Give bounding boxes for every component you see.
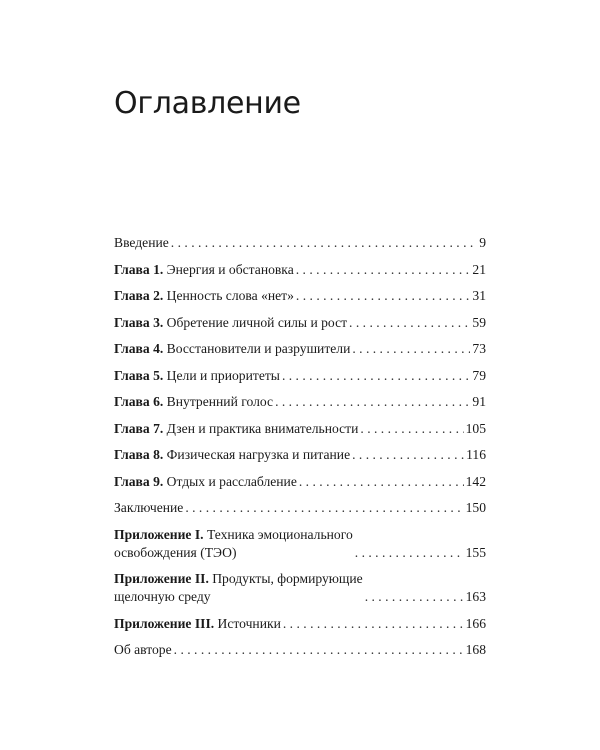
toc-entry-label: Глава 9. xyxy=(114,473,164,489)
toc-entry-text: Отдых и расслабление xyxy=(163,473,297,489)
toc-entry-text: Внутренний голос xyxy=(163,394,274,409)
toc-entry-conclusion xyxy=(114,499,486,517)
toc-entry-chapter-5 xyxy=(114,367,486,385)
toc-page-number: 116 xyxy=(466,447,486,462)
toc-leader-dots xyxy=(352,446,464,464)
toc-leader-dots xyxy=(185,499,463,517)
toc-entry-text: Дзен и практика внимательности xyxy=(163,420,359,436)
toc-entry-text: Энергия и обстановка xyxy=(163,261,294,277)
toc-leader-dots xyxy=(355,544,464,562)
toc-entry-text: Продукты, формирующие xyxy=(208,571,363,586)
toc-entry-text: Ценность слова «нет» xyxy=(163,288,294,303)
toc-entry-about-author xyxy=(114,641,486,659)
toc-page-number: 166 xyxy=(465,615,486,631)
table-of-contents xyxy=(114,234,486,668)
toc-page-number: 163 xyxy=(465,589,486,604)
toc-page-number: 142 xyxy=(465,473,486,489)
toc-page-number: 91 xyxy=(472,394,486,409)
toc-entry-label: Глава 7. xyxy=(114,420,164,436)
toc-page-number: 31 xyxy=(472,288,486,303)
toc-entry-label: Приложение I. xyxy=(114,526,204,542)
toc-page-number: 21 xyxy=(472,261,486,277)
toc-entry-text-continued: освобождения (ТЭО) xyxy=(114,544,237,560)
toc-entry-label: Глава 2. xyxy=(114,288,164,303)
toc-page-number: 105 xyxy=(465,420,486,436)
toc-entry-chapter-3 xyxy=(114,314,486,332)
toc-entry-chapter-7 xyxy=(114,420,486,438)
toc-entry-text: Об авторе xyxy=(114,642,172,657)
toc-leader-dots xyxy=(174,641,464,659)
toc-entry-text: Источники xyxy=(214,615,281,631)
toc-entry-label: Приложение II. xyxy=(114,571,209,586)
toc-page-number: 79 xyxy=(472,367,486,383)
toc-page-number: 59 xyxy=(472,314,486,330)
toc-entry-chapter-1 xyxy=(114,261,486,279)
toc-leader-dots xyxy=(275,393,470,411)
toc-page-number: 73 xyxy=(472,341,486,356)
toc-entry-label: Глава 1. xyxy=(114,261,164,277)
toc-entry-label: Глава 5. xyxy=(114,367,164,383)
toc-entry-text: Цели и приоритеты xyxy=(163,367,280,383)
toc-leader-dots xyxy=(352,340,470,358)
toc-entry-text: Физическая нагрузка и питание xyxy=(163,447,351,462)
toc-entry-text-continued: щелочную среду xyxy=(114,589,211,604)
toc-leader-dots xyxy=(296,261,471,279)
toc-entry-label: Глава 8. xyxy=(114,447,164,462)
toc-entry-chapter-8 xyxy=(114,446,486,464)
toc-entry-text: Обретение личной силы и рост xyxy=(163,314,348,330)
toc-entry-label: Приложение III. xyxy=(114,615,215,631)
toc-entry-text: Заключение xyxy=(114,500,184,515)
toc-entry-text: Техника эмоционального xyxy=(203,526,353,542)
toc-entry-chapter-6 xyxy=(114,393,486,411)
toc-entry-appendix-2 xyxy=(114,570,486,606)
toc-entry-chapter-4 xyxy=(114,340,486,358)
toc-leader-dots xyxy=(171,234,477,252)
toc-entry-chapter-2 xyxy=(114,287,486,305)
toc-entry-text: Восстановители и разрушители xyxy=(163,341,351,356)
toc-leader-dots xyxy=(282,367,470,385)
toc-entry-text: Введение xyxy=(114,235,169,250)
toc-leader-dots xyxy=(365,588,464,606)
toc-entry-appendix-1 xyxy=(114,526,486,562)
toc-leader-dots xyxy=(349,314,470,332)
toc-entry-introduction xyxy=(114,234,486,252)
toc-entry-label: Глава 3. xyxy=(114,314,164,330)
toc-page-number: 155 xyxy=(465,544,486,560)
toc-entry-chapter-9 xyxy=(114,473,486,491)
toc-page-number: 9 xyxy=(479,235,486,250)
toc-leader-dots xyxy=(360,420,463,438)
page-title: Оглавление xyxy=(114,86,301,121)
toc-leader-dots xyxy=(283,615,464,633)
toc-entry-label: Глава 6. xyxy=(114,394,164,409)
toc-entry-label: Глава 4. xyxy=(114,341,164,356)
toc-leader-dots xyxy=(296,287,470,305)
toc-leader-dots xyxy=(299,473,464,491)
toc-page-number: 168 xyxy=(465,642,486,657)
toc-entry-appendix-3 xyxy=(114,615,486,633)
toc-page-number: 150 xyxy=(465,500,486,515)
